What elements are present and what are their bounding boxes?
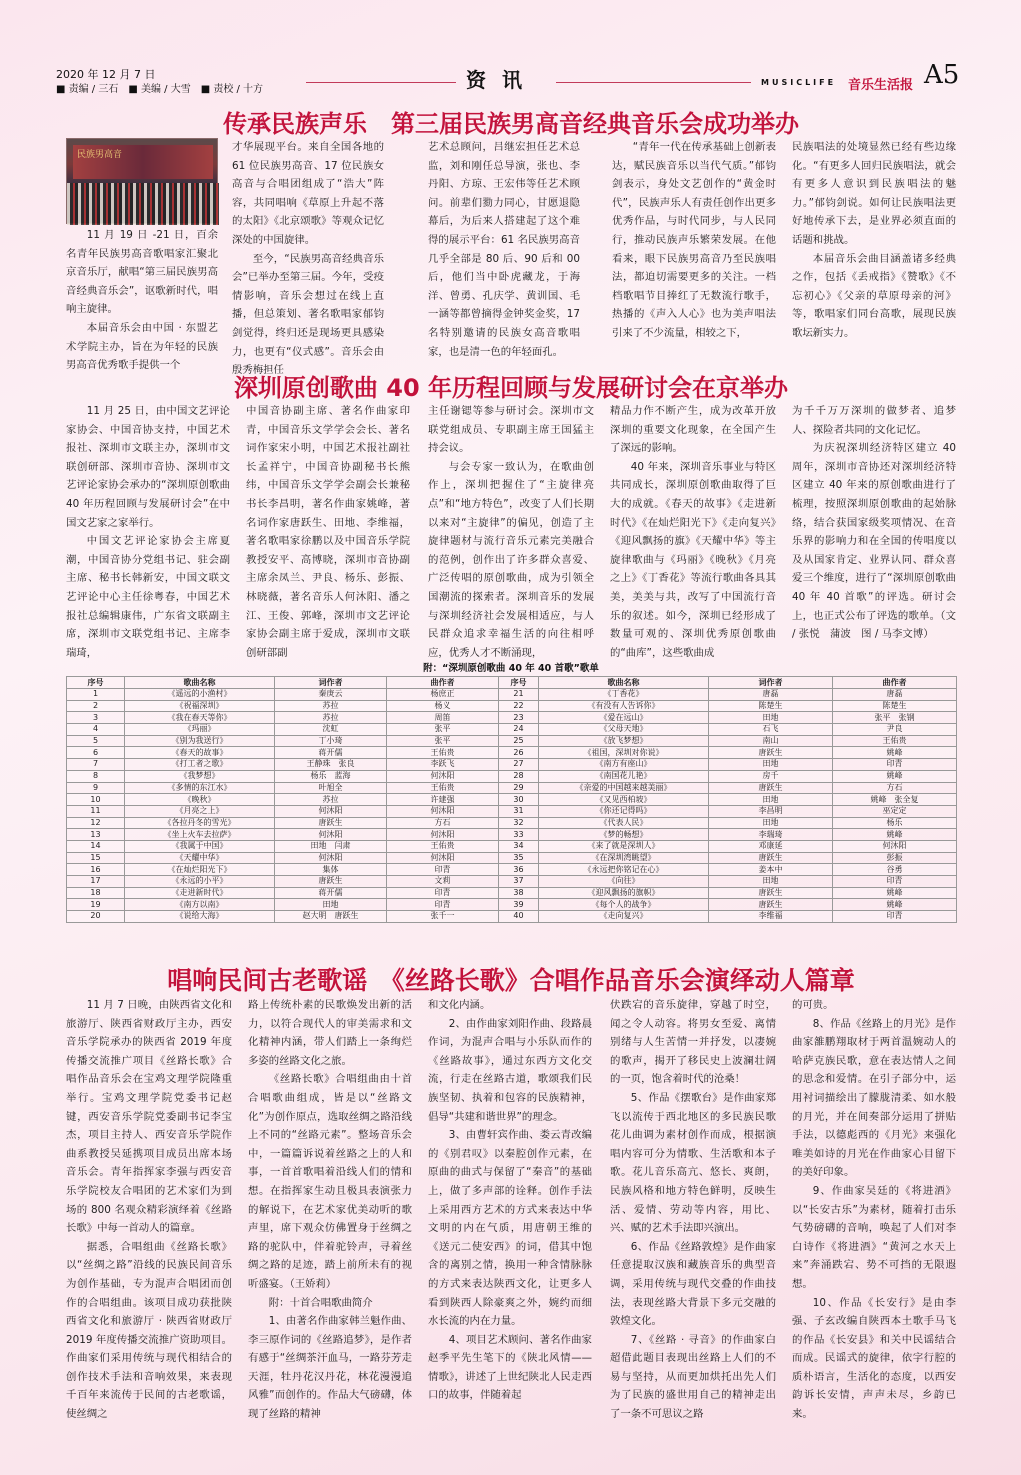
table-cell: 19 xyxy=(67,899,125,911)
table-cell: 彭振 xyxy=(833,852,957,864)
article2-column-2 xyxy=(246,402,410,658)
table-cell: 《坐上火车去拉萨》 xyxy=(125,829,275,841)
table-body xyxy=(67,689,957,923)
paragraph: 才华展现平台。来自全国各地的 61 位民族男高音、17 位民族女高音与合唱团组成了“浩大”阵容，共同唱响《草原上升起不落的太阳》《北京颂歌》等观众记忆深处的中国旋律。 xyxy=(232,141,384,246)
table-cell: 《天耀中华》 xyxy=(125,852,275,864)
paragraph: “青年一代在传承基础上创新表达，赋民族音乐以当代气质。”郁钧剑表示，身处文艺创作的“黄金时代”，民族声乐人有责任创作出更多优秀作品，与时代同步，与人民同行，推动民族声乐繁荣发展。在他看来，眼下民族男高音乃至民族唱法，都迫切需要更多的关注。一档档歌唱节目捧红了无数流行歌手，热播的《声入人心》也为美声唱法引来了不少流量，相较之下， xyxy=(612,141,776,339)
table-cell: 何沐阳 xyxy=(387,770,499,782)
table-cell: 《向往》 xyxy=(539,876,709,888)
table-cell: 姚峰 xyxy=(833,887,957,899)
table-cell: 王静珠 张良 xyxy=(275,759,387,771)
table-cell: 巫定定 xyxy=(833,805,957,817)
table-cell: 姜本中 xyxy=(709,864,833,876)
table-cell: 印青 xyxy=(833,876,957,888)
table-cell: 印青 xyxy=(833,759,957,771)
paragraph: 伏跌宕的音乐旋律，穿越了时空，闻之令人动容。将男女至爱、离情别绪与人生苦情一并抒发，以凄婉的歌声，揭开了移民史上波澜壮阔的一页，饱含着时代的沧桑！ xyxy=(610,999,776,1086)
table-cell: 《遥远的小渔村》 xyxy=(125,689,275,701)
table-cell: 许建强 xyxy=(387,794,499,806)
table-cell: 18 xyxy=(67,887,125,899)
table-cell: 30 xyxy=(499,794,539,806)
table-cell: 《南方以南》 xyxy=(125,899,275,911)
table-cell: 9 xyxy=(67,782,125,794)
table-cell: 15 xyxy=(67,852,125,864)
issue-date: 2020 年 12 月 7 日 xyxy=(56,68,156,81)
table-row xyxy=(67,770,957,782)
table-cell: 37 xyxy=(499,876,539,888)
table-cell: 《祝福深圳》 xyxy=(125,700,275,712)
table-cell: 《爱在远山》 xyxy=(539,712,709,724)
table-cell: 杨乐 xyxy=(833,817,957,829)
table-cell: 田地 闫肃 xyxy=(275,840,387,852)
table-cell: 《代表人民》 xyxy=(539,817,709,829)
table-cell: 苏拉 xyxy=(275,794,387,806)
table-cell: 22 xyxy=(499,700,539,712)
table-cell: 21 xyxy=(499,689,539,701)
paragraph: 《丝路长歌》合唱组曲由十首合唱歌曲组成，皆是以“丝路文化”为创作原点，选取丝绸之路沿线上不同的“丝路元素”。整场音乐会中，一篇篇诉说着丝路之上的人和事，一首首歌唱着沿线人们的情和想。在指挥家生动且极具表演张力的解说下，在艺术家优美动听的歌声里，席下观众仿佛置身于丝绸之路的驼队中，伴着驼铃声，寻着丝绸之路的足迹，踏上前所未有的视听盛宴。（王娇莉） xyxy=(248,1073,412,1290)
table-cell: 印青 xyxy=(833,911,957,923)
table-header-cell: 歌曲名称 xyxy=(125,677,275,689)
paragraph: 艺术总顾问，吕继宏担任艺术总监，刘和刚任总导演，张也、李丹阳、方琼、王宏伟等任艺术顾问。前辈们勠力同心，甘愿退隐幕后，为后来人搭建起了这个难得的展示平台：61 名民族男高音几乎全部是 80 后、90 后和 00 后，他们当中卧虎藏龙，于海洋、曾勇、孔庆学、黄训国、毛一涵等都曾摘得金钟奖金奖，17 名特别邀请的民族女高音歌唱家，也是清一色的年轻面孔。 xyxy=(428,141,580,358)
table-cell: 苏拉 xyxy=(275,712,387,724)
table-cell: 唐磊 xyxy=(709,689,833,701)
paragraph: 主任谢锶等参与研讨会。深圳市文联党组成员、专职副主席王国猛主持会议。 xyxy=(428,405,594,455)
table-header-cell: 曲作者 xyxy=(387,677,499,689)
table-cell: 31 xyxy=(499,805,539,817)
brand-english: MUSICLIFE xyxy=(761,78,837,87)
table-cell: 杨庶正 xyxy=(387,689,499,701)
table-cell: 《梦的畅想》 xyxy=(539,829,709,841)
table-cell: 11 xyxy=(67,805,125,817)
paragraph: 本届音乐会曲目涵盖诸多经典之作，包括《丢戒指》《赞歌》《不忘初心》《父亲的草原母亲的河》等，歌唱家们同台高歌，展现民族歌坛新实力。 xyxy=(792,252,956,339)
table-cell: 1 xyxy=(67,689,125,701)
table-cell: 姚峰 xyxy=(833,770,957,782)
table-cell: 王佑贵 xyxy=(833,735,957,747)
table-cell: 杨乐 蓝海 xyxy=(275,770,387,782)
paragraph: 40 年来，深圳音乐事业与特区共同成长，深圳原创歌曲取得了巨大的成就。《春天的故事》《走进新时代》《在灿烂阳光下》《走向复兴》《迎风飘扬的旗》《天耀中华》等主旋律歌曲与《玛丽》《晚秋》《月亮之上》《丁香花》等流行歌曲各具其美，美美与共，改写了中国流行音乐的叙述。如今，深圳已经形成了数量可观的、深圳优秀原创歌曲的“曲库”，这些歌曲成 xyxy=(610,460,776,659)
table-cell: 《亲爱的中国越来越美丽》 xyxy=(539,782,709,794)
table-cell: 《永远的小平》 xyxy=(125,876,275,888)
table-row xyxy=(67,817,957,829)
table-cell: 《来了就是深圳人》 xyxy=(539,840,709,852)
article3-column-3 xyxy=(428,996,592,1424)
paragraph: 2、由作曲家刘阳作曲、段路晨作词，为混声合唱与小乐队而作的《丝路故事》，通过东西方文化交流，行走在丝路古道，歌颂我们民族坚韧、执着和包容的民族精神，倡导“共建和谐世界”的理念。 xyxy=(428,1017,592,1123)
paragraph: 7、《丝路 · 寻音》的作曲家白超借此题目表现出丝路上人们的不易与坚持，从而更加烘托出先人们为了民族的盛世用自己的精神走出了一条不可思议之路 xyxy=(610,1333,776,1421)
table-cell: 13 xyxy=(67,829,125,841)
article3-headline: 唱响民间古老歌谣 《丝路长歌》合唱作品音乐会演绎动人篇章 xyxy=(167,966,855,995)
table-row xyxy=(67,794,957,806)
table-cell: 印青 xyxy=(387,864,499,876)
table-cell: 姚峰 xyxy=(833,899,957,911)
table-header-cell: 序号 xyxy=(67,677,125,689)
table-cell: 4 xyxy=(67,724,125,736)
paragraph: 6、作品《丝路敦煌》是作曲家任意提取汉族和藏族音乐的典型音调，采用传统与现代交叠的作曲技法，表现丝路大背景下多元交融的敦煌文化。 xyxy=(610,1240,776,1328)
table-cell: 《父母天地》 xyxy=(539,724,709,736)
paragraph: 民族唱法的处境显然已经有些边缘化。“有更多人回归民族唱法，就会有更多人意识到民族唱法的魅力。”郁钧剑说。如何让民族唱法更好地传承下去，是业界必须直面的话题和挑战。 xyxy=(792,141,956,246)
table-cell: 王佑贵 xyxy=(387,747,499,759)
table-cell: 李瑞琦 xyxy=(709,829,833,841)
paragraph: 为庆祝深圳经济特区建立 40 周年，深圳市音协还对深圳经济特区建立 40 年来的原创歌曲进行了梳理，按照深圳原创歌曲的起始脉络，结合获国家级奖项情况、在音乐界的影响力和在全国的传唱度以及从国家肯定、业界认同、群众喜爱三个维度，进行了“深圳原创歌曲 40 年 40 首歌”的评选。研讨会上，也正式公布了评选的歌单。（文 / 张悦 蒲波 图 / 马李文博） xyxy=(792,442,956,641)
table-cell: 何沐阳 xyxy=(275,852,387,864)
paragraph: 与会专家一致认为，在歌曲创作上，深圳把握住了“主旋律亮点”和“地方特色”，改变了人们长期以来对“主旋律”的偏见，创造了主旋律题材与流行音乐元素完美融合的范例，创作出了许多群众喜爱、广泛传唱的原创歌曲，成为引领全国潮流的探索者。深圳音乐的发展与深圳经济社会发展相适应，与人民群众追求幸福生活的向往相呼应，优秀人才不断涌现， xyxy=(428,460,594,659)
table-cell: 何沐阳 xyxy=(387,805,499,817)
table-cell: 邓康延 xyxy=(709,840,833,852)
paragraph: 9、作曲家吴廷的《将进酒》以“长安古乐”为素材，随着打击乐气势磅礴的音响，唤起了人们对李白诗作《将进酒》“黄河之水天上来”奔涌跌宕、势不可挡的无限遐想。 xyxy=(792,1184,956,1290)
table-cell: 《月亮之上》 xyxy=(125,805,275,817)
table-row xyxy=(67,712,957,724)
article1-column-4 xyxy=(612,138,776,364)
table-cell: 《走向复兴》 xyxy=(539,911,709,923)
article3-column-5 xyxy=(792,996,956,1424)
paragraph: 为千千万万深圳的做梦者、追梦人、探险者共同的文化记忆。 xyxy=(792,405,956,436)
paragraph: 4、项目艺术顾问、著名作曲家赵季平先生笔下的《陕北风情——情歌》，讲述了上世纪陕北人民走西口的故事，伴随着起 xyxy=(428,1333,592,1402)
table-cell: 38 xyxy=(499,887,539,899)
table-cell: 尹良 xyxy=(833,724,957,736)
paragraph: 11 月 7 日晚，由陕西省文化和旅游厅、陕西省财政厅主办，西安音乐学院承办的陕西省 2019 年度传播交流推广项目《丝路长歌》合唱作品音乐会在宝鸡文理学院隆重举行。宝鸡文理学院党委书记赵键，西安音乐学院党委副书记李宝杰，项目主持人、西安音乐学院作曲系教授吴延携项目成员出席本场音乐会。青年指挥家李强与西安音乐学院校友合唱团的艺术家们为到场的 800 名观众精彩演绎着《丝路长歌》中每一首动人的篇章。 xyxy=(66,999,232,1235)
table-cell: 20 xyxy=(67,911,125,923)
paragraph: 据悉，合唱组曲《丝路长歌》以“丝绸之路”沿线的民族民间音乐为创作基础，专为混声合唱团而创作的合唱组曲。该项目成功获批陕西省文化和旅游厅 · 陕西省财政厅 2019 年度传播交流推广资助项目。作曲家们采用传统与现代相结合的创作技术手法和音响效果，来表现千百年来流传于民间的古老歌谣，使丝绸之 xyxy=(66,1240,232,1421)
table-cell: 14 xyxy=(67,840,125,852)
table-cell: 方石 xyxy=(833,782,957,794)
table-header-cell: 词作者 xyxy=(275,677,387,689)
table-cell: 文莉 xyxy=(387,876,499,888)
table-cell: 姚峰 xyxy=(833,747,957,759)
table-cell: 王佑贵 xyxy=(387,782,499,794)
table-header-cell: 曲作者 xyxy=(833,677,957,689)
header-rule-left xyxy=(306,82,456,83)
article2-column-5 xyxy=(792,402,956,658)
paragraph: 中国文艺评论家协会主席夏潮，中国音协分党组书记、驻会副主席、秘书长韩新安，中国文联文艺评论中心主任徐粤春，中国艺术报社总编辑康伟，广东省文联副主席，深圳市文联党组书记、主席李瑞琦， xyxy=(66,535,230,659)
table-cell: 《丁香花》 xyxy=(539,689,709,701)
table-cell: 34 xyxy=(499,840,539,852)
table-row xyxy=(67,899,957,911)
table-cell: 叶旭全 xyxy=(275,782,387,794)
table-cell: 36 xyxy=(499,864,539,876)
table-cell: 27 xyxy=(499,759,539,771)
table-cell: 李维福 xyxy=(709,911,833,923)
table-cell: 李跃飞 xyxy=(387,759,499,771)
paragraph: 路上传统朴素的民歌焕发出新的活力，以符合现代人的审美需求和文化精神内涵，带人们踏上一条绚烂多姿的丝路文化之旅。 xyxy=(248,999,412,1067)
article2-headline: 深圳原创歌曲 40 年历程回顾与发展研讨会在京举办 xyxy=(233,374,789,402)
paragraph: 的可贵。 xyxy=(792,999,834,1011)
table-cell: 何沐阳 xyxy=(833,840,957,852)
table-cell: 《每个人的战争》 xyxy=(539,899,709,911)
table-cell: 28 xyxy=(499,770,539,782)
table-cell: 《你还记得吗》 xyxy=(539,805,709,817)
table-cell: 田地 xyxy=(275,899,387,911)
table-cell: 张平 xyxy=(387,735,499,747)
table-cell: 田地 xyxy=(709,794,833,806)
article1-column-1 xyxy=(66,226,218,372)
table-cell: 《放飞梦想》 xyxy=(539,735,709,747)
table-cell: 29 xyxy=(499,782,539,794)
table-cell: 6 xyxy=(67,747,125,759)
article2-column-4 xyxy=(610,402,776,658)
paragraph: 中国音协副主席、著名作曲家印青，中国音乐文学学会会长、著名词作家宋小明，中国艺术报社副社长孟祥宁，中国音协副秘书长熊纬，中国音乐文学学会副会长兼秘书长李昌明，著名作曲家姚峰，著名词作家唐跃生、田地、李维福，著名歌唱家徐鹏以及中国音乐学院教授安平、高博晓，深圳市音协副主席余凤兰、尹良、杨乐、彭振、林晓薇，著名音乐人何沐阳、潘之江、王俊、郭峰，深圳市文艺评论家协会副主席于爱成，深圳市文联创研部副 xyxy=(246,405,410,659)
concert-photo xyxy=(66,138,218,224)
paragraph: 10、作品《长安行》是由李强、子玄改编自陕西本土歌手马飞的作品《长安县》和关中民谣结合而成。民谣式的旋律，依字行腔的质朴语言，生活化的态度，以西安韵诉长安情，声声未尽，乡韵已来。 xyxy=(792,1296,956,1421)
table-row xyxy=(67,747,957,759)
table-cell: 《别为我送行》 xyxy=(125,735,275,747)
table-cell: 陈楚生 xyxy=(833,700,957,712)
table-cell: 蒋开儒 xyxy=(275,747,387,759)
table-cell: 7 xyxy=(67,759,125,771)
paragraph: 3、由曹轩宾作曲、娄云青改编的《别君叹》以秦腔创作元素，在原曲的曲式与保留了“秦音”的基础上，做了多声部的诠释。创作手法上采用西方艺术的方式来表达中华文明的内在气质，用唐朝王维的《送元二使安西》的词，借其中饱含的离别之情，换用一种含情脉脉的方式来表达陕西文化，让更多人看到陕西人除豪爽之外，婉约而细水长流的内在力量。 xyxy=(428,1129,592,1328)
table-cell: 唐跃生 xyxy=(709,747,833,759)
table-cell: 石飞 xyxy=(709,724,833,736)
table-header-cell: 序号 xyxy=(499,677,539,689)
table-cell: 39 xyxy=(499,899,539,911)
song-table-caption: 附：“深圳原创歌曲 40 年 40 首歌”歌单 xyxy=(423,663,599,674)
table-cell: 5 xyxy=(67,735,125,747)
table-cell: 沈虹 xyxy=(275,724,387,736)
article2-column-3 xyxy=(428,402,594,658)
table-cell: 何沐阳 xyxy=(387,829,499,841)
table-row xyxy=(67,876,957,888)
table-cell: 23 xyxy=(499,712,539,724)
paragraph: 精品力作不断产生，成为改革开放深圳的重要文化现象，在全国产生了深远的影响。 xyxy=(610,405,776,455)
table-cell: 何沐阳 xyxy=(275,829,387,841)
table-cell: 苏拉 xyxy=(275,700,387,712)
article3-column-4 xyxy=(610,996,776,1424)
table-cell: 17 xyxy=(67,876,125,888)
table-cell: 16 xyxy=(67,864,125,876)
table-cell: 12 xyxy=(67,817,125,829)
table-cell: 姚峰 张全复 xyxy=(833,794,957,806)
table-cell: 《祖国，深圳对你说》 xyxy=(539,747,709,759)
table-cell: 陈楚生 xyxy=(709,700,833,712)
song-list-table xyxy=(66,676,957,923)
table-cell: 印青 xyxy=(387,899,499,911)
table-cell: 唐跃生 xyxy=(709,782,833,794)
table-cell: 集体 xyxy=(275,864,387,876)
table-cell: 《迎风飘扬的旗帜》 xyxy=(539,887,709,899)
table-cell: 《南方有座山》 xyxy=(539,759,709,771)
paragraph: 附：十首合唱歌曲简介 xyxy=(268,1296,373,1309)
paragraph: 11 月 19 日 -21 日，百余名青年民族男高音歌唱家汇聚北京音乐厅，献唱“第三届民族男高音经典音乐会”，讴歌新时代，唱响主旋律。 xyxy=(66,229,218,316)
table-cell: 张平 xyxy=(387,724,499,736)
table-cell: 24 xyxy=(499,724,539,736)
table-cell: 《晚秋》 xyxy=(125,794,275,806)
table-cell: 唐跃生 xyxy=(275,876,387,888)
table-cell: 田地 xyxy=(709,817,833,829)
table-row xyxy=(67,724,957,736)
table-cell: 蒋开儒 xyxy=(275,887,387,899)
paragraph: 5、作品《摆歌台》是作曲家郑飞以流传于西北地区的多民族民歌花儿曲调为素材创作而成，根据演唱内容可分为情歌、生活歌和本子歌。花儿音乐高亢、悠长、爽朗，民族风格和地方特色鲜明，反映生活、爱情、劳动等内容，用比、兴、赋的艺术手法即兴演出。 xyxy=(610,1091,776,1235)
paragraph: 1、由著名作曲家韩兰魁作曲、李三原作词的《丝路追梦》，是作者有感于“丝绸茶汗血马，一路芬芳走天涯，牡丹花汉丹花，林花漫漫追风雅”而创作的。作品大气磅礴，体现了丝路的精神 xyxy=(248,1315,412,1421)
paper-name: 音乐生活报 xyxy=(848,78,914,93)
table-header-row xyxy=(67,677,957,689)
table-row xyxy=(67,700,957,712)
table-cell: 唐跃生 xyxy=(709,887,833,899)
table-header-cell: 歌曲名称 xyxy=(539,677,709,689)
table-cell: 丁小琦 xyxy=(275,735,387,747)
article1-column-2 xyxy=(232,138,384,377)
table-cell: 姚峰 xyxy=(833,829,957,841)
table-cell: 唐磊 xyxy=(833,689,957,701)
table-cell: 8 xyxy=(67,770,125,782)
table-cell: 《我属于中国》 xyxy=(125,840,275,852)
photo-choir-rows xyxy=(67,183,219,225)
table-cell: 房千 xyxy=(709,770,833,782)
table-cell: 《我梦想》 xyxy=(125,770,275,782)
table-cell: 25 xyxy=(499,735,539,747)
article3-column-1 xyxy=(66,996,232,1424)
table-cell: 10 xyxy=(67,794,125,806)
table-cell: 田地 xyxy=(709,712,833,724)
table-cell: 《我在春天等你》 xyxy=(125,712,275,724)
table-cell: 王佑贵 xyxy=(387,840,499,852)
article1-column-5 xyxy=(792,138,956,364)
article2-column-1 xyxy=(66,402,230,658)
editors-line: ■ 责编 / 三石 ■ 美编 / 大雪 ■ 责校 / 十方 xyxy=(56,84,264,95)
table-cell: 《多情的东江水》 xyxy=(125,782,275,794)
table-cell: 26 xyxy=(499,747,539,759)
table-header-cell: 词作者 xyxy=(709,677,833,689)
table-cell: 《南国花儿艳》 xyxy=(539,770,709,782)
table-cell: 唐跃生 xyxy=(275,817,387,829)
table-row xyxy=(67,782,957,794)
table-cell: 唐跃生 xyxy=(709,852,833,864)
table-cell: 赵大明 唐跃生 xyxy=(275,911,387,923)
table-cell: 南山 xyxy=(709,735,833,747)
table-cell: 《各拉丹冬的雪光》 xyxy=(125,817,275,829)
table-row xyxy=(67,735,957,747)
article1-column-3 xyxy=(428,138,580,364)
table-row xyxy=(67,864,957,876)
table-cell: 《在灿烂阳光下》 xyxy=(125,864,275,876)
table-cell: 周笛 xyxy=(387,712,499,724)
table-cell: 张千一 xyxy=(387,911,499,923)
table-cell: 张平 张钢 xyxy=(833,712,957,724)
table-row xyxy=(67,759,957,771)
table-cell: 《在深圳湾眺望》 xyxy=(539,852,709,864)
table-row xyxy=(67,852,957,864)
table-row xyxy=(67,887,957,899)
table-row xyxy=(67,829,957,841)
table-cell: 《走进新时代》 xyxy=(125,887,275,899)
table-cell: 《玛丽》 xyxy=(125,724,275,736)
table-cell: 田地 xyxy=(709,876,833,888)
table-cell: 32 xyxy=(499,817,539,829)
table-row xyxy=(67,689,957,701)
article1-headline: 传承民族声乐 第三届民族男高音经典音乐会成功举办 xyxy=(223,110,799,138)
paragraph: 8、作品《丝路上的月光》是作曲家雒鹏翔取材于两首温婉动人的哈萨克族民歌，意在表达情人之间的思念和爱情。在引子部分中，运用衬词描绘出了朦胧清柔、如水般的月光，并在间奏部分运用了拼贴手法，以德彪西的《月光》来强化唯美如诗的月光在作曲家心目留下的美好印象。 xyxy=(792,1017,956,1179)
table-cell: 40 xyxy=(499,911,539,923)
photo-stage-sign: 民族男高音 xyxy=(77,150,123,160)
page-header xyxy=(56,60,966,98)
table-cell: 《说给大海》 xyxy=(125,911,275,923)
table-cell: 2 xyxy=(67,700,125,712)
table-cell: 方石 xyxy=(387,817,499,829)
table-cell: 秦庚云 xyxy=(275,689,387,701)
table-cell: 何沐阳 xyxy=(275,805,387,817)
article3-column-2 xyxy=(248,996,412,1424)
table-row xyxy=(67,911,957,923)
paragraph: 和文化内涵。 xyxy=(428,999,491,1011)
table-cell: 李昌明 xyxy=(709,805,833,817)
table-cell: 3 xyxy=(67,712,125,724)
table-cell: 35 xyxy=(499,852,539,864)
page-number: A5 xyxy=(924,60,960,90)
table-cell: 谷勇 xyxy=(833,864,957,876)
table-cell: 《春天的故事》 xyxy=(125,747,275,759)
table-cell: 唐跃生 xyxy=(709,899,833,911)
table-row xyxy=(67,805,957,817)
table-cell: 33 xyxy=(499,829,539,841)
table-cell: 《有没有人告诉你》 xyxy=(539,700,709,712)
paragraph: 本届音乐会由中国 · 东盟艺术学院主办，旨在为年轻的民族男高音优秀歌手提供一个 xyxy=(66,321,218,372)
paragraph: 至今，“民族男高音经典音乐会”已举办至第三届。今年，受疫情影响，音乐会想过在线上直播，但总策划、著名歌唱家郁钧剑觉得，终归还是现场更具感染力，也更有“仪式感”。音乐会由殷秀梅担任 xyxy=(232,252,384,377)
header-rule-right xyxy=(556,82,751,83)
table-cell: 何沐阳 xyxy=(387,852,499,864)
table-cell: 《打工者之歌》 xyxy=(125,759,275,771)
table-cell: 《永远把你铭记在心》 xyxy=(539,864,709,876)
table-cell: 《又见西柏坡》 xyxy=(539,794,709,806)
column-name: 资讯 xyxy=(466,68,538,92)
table-cell: 田地 xyxy=(709,759,833,771)
table-cell: 印青 xyxy=(387,887,499,899)
table-cell: 杨义 xyxy=(387,700,499,712)
paragraph: 11 月 25 日，由中国文艺评论家协会、中国音协支持，中国艺术报社、深圳市文联主办，深圳市文联创研部、深圳市音协、深圳市文艺评论家协会承办的“深圳原创歌曲 40 年历程回顾与发展研讨会”在中国文艺家之家举行。 xyxy=(66,405,230,529)
table-row xyxy=(67,840,957,852)
